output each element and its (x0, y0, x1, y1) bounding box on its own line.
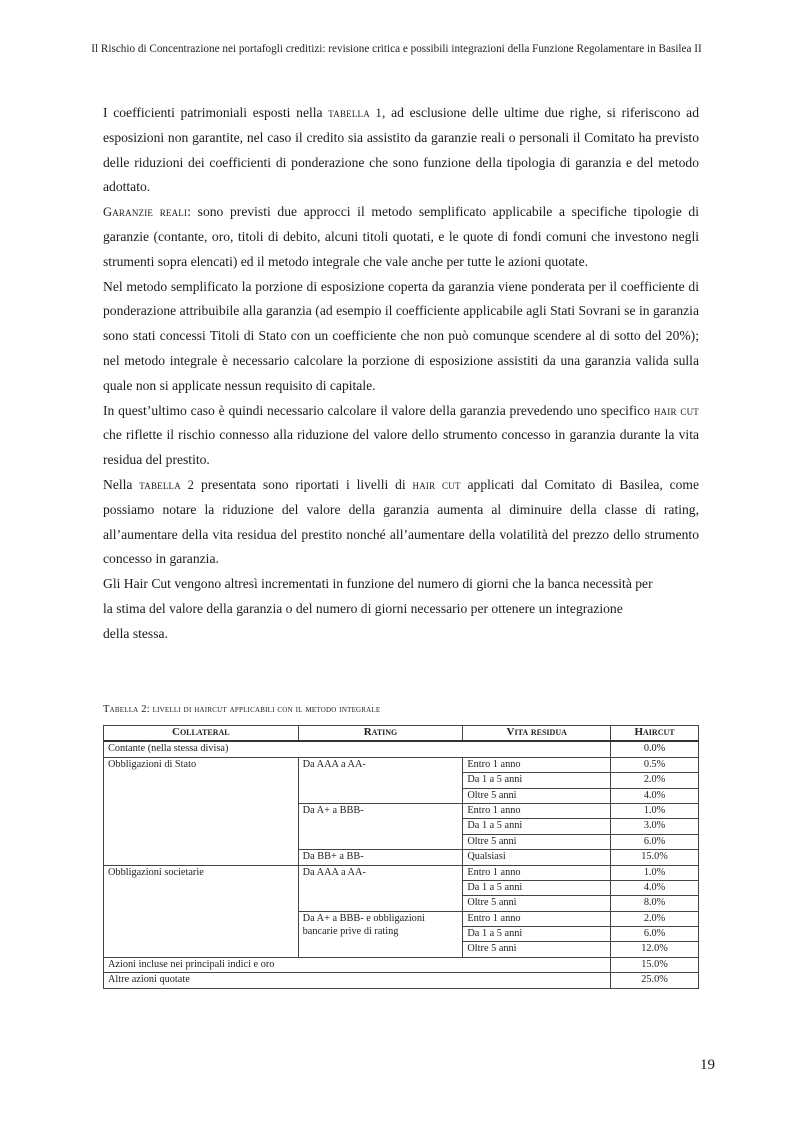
collateral-cell: Contante (nella stessa divisa) (104, 741, 611, 757)
term-label: hair cut (653, 403, 699, 418)
haircut-cell: 12.0% (611, 942, 699, 957)
table-row (104, 865, 699, 880)
haircut-cell: 15.0% (611, 850, 699, 865)
text-line: Gli Hair Cut vengono altresì incrementati in funzione del numero di giorni che la banca necessità per (103, 576, 653, 592)
haircut-cell: 2.0% (611, 911, 699, 926)
paragraph-6 (103, 572, 699, 646)
header-haircut: Haircut (611, 726, 699, 742)
haircut-cell: 0.5% (611, 757, 699, 772)
rating-cell: Da A+ a BBB- (298, 803, 463, 849)
text-run: : sono previsti due approcci il metodo semplificato applicabile a specifiche tipologie di garanzie (contante, oro, titoli di debito, alcuni titoli quotati, e le quote di fondi comuni che investono negli strumenti sopra elencati) ed il metodo integrale che vale anche per tutte le azioni quotate. (103, 204, 699, 269)
vita-cell: Oltre 5 anni (463, 834, 611, 849)
vita-cell: Oltre 5 anni (463, 788, 611, 803)
text-run: che riflette il rischio connesso alla riduzione del valore dello strumento concesso in garanzia durante la vita residua del prestito. (103, 427, 699, 468)
vita-cell: Da 1 a 5 anni (463, 773, 611, 788)
body-text (103, 101, 699, 647)
term-label: hair cut (412, 477, 461, 492)
paragraph-4 (103, 399, 699, 473)
haircut-cell: 2.0% (611, 773, 699, 788)
haircut-cell: 25.0% (611, 973, 699, 988)
paragraph-1 (103, 101, 699, 200)
header-vita-residua: Vita residua (463, 726, 611, 742)
text-run: I coefficienti patrimoniali esposti nella (103, 105, 329, 120)
haircut-table (103, 725, 699, 989)
text-run: presentata sono riportati i livelli di (194, 476, 413, 492)
text-run: Nella (103, 476, 140, 492)
vita-cell: Da 1 a 5 anni (463, 819, 611, 834)
header-rating: Rating (298, 726, 463, 742)
header-collateral: Collateral (104, 726, 299, 742)
rating-cell: Da AAA a AA- (298, 757, 463, 803)
paragraph-2 (103, 200, 699, 274)
paragraph-3: Nel metodo semplificato la porzione di esposizione coperta da garanzia viene ponderata per il coefficiente di ponderazione attribuibile alla garanzia (ad esempio il coefficiente applicabile agli Stati Sovrani se in garanzia sono stati concessi Titoli di Stato con un coefficiente che non può comunque scendere al di sotto del 20%); nel metodo integrale è necessario calcolare la porzione di esposizione assistiti da una garanzia valida sulla quale non si applicate nessun requisito di capitale. (103, 278, 699, 393)
rating-cell: Da AAA a AA- (298, 865, 463, 911)
table-caption: Tabella 2: livelli di haircut applicabili con il metodo integrale (103, 704, 381, 715)
vita-cell: Qualsiasi (463, 850, 611, 865)
running-header: Il Rischio di Concentrazione nei portafogli creditizi: revisione critica e possibili integrazioni della Funzione Regolamentare in Basilea II (91, 43, 702, 55)
vita-cell: Da 1 a 5 anni (463, 880, 611, 895)
text-run: In quest’ultimo caso è quindi necessario calcolare il valore della garanzia prevedendo uno specifico (103, 402, 654, 418)
vita-cell: Entro 1 anno (463, 803, 611, 818)
vita-cell: Entro 1 anno (463, 911, 611, 926)
text-line: la stima del valore della garanzia o del numero di giorni necessario per ottenere un integrazione (103, 600, 623, 616)
table-reference: tabella 1 (328, 106, 383, 120)
term-label: Garanzie reali (103, 205, 188, 220)
vita-cell: Oltre 5 anni (463, 942, 611, 957)
haircut-cell: 0.0% (611, 741, 699, 757)
haircut-cell: 6.0% (611, 927, 699, 942)
vita-cell: Entro 1 anno (463, 757, 611, 772)
vita-cell: Entro 1 anno (463, 865, 611, 880)
collateral-cell: Obbligazioni di Stato (104, 757, 299, 865)
text-run: , ad esclusione delle ultime due righe, si riferiscono ad esposizioni non garantite, nel caso il credito sia assistito da garanzie reali o personali il Comitato ha previsto delle riduzioni dei coefficienti di ponderazione che sono funzione della tipologia di garanzia e del metodo adottato. (103, 105, 699, 195)
table-header-row (104, 726, 699, 742)
rating-cell: Da BB+ a BB- (298, 850, 463, 865)
haircut-cell: 3.0% (611, 819, 699, 834)
haircut-cell: 1.0% (611, 803, 699, 818)
collateral-cell: Azioni incluse nei principali indici e oro (104, 957, 611, 972)
table-row (104, 973, 699, 988)
collateral-cell: Obbligazioni societarie (104, 865, 299, 957)
haircut-cell: 1.0% (611, 865, 699, 880)
table-row (104, 741, 699, 757)
rating-cell: Da A+ a BBB- e obbligazioni bancarie prive di rating (298, 911, 463, 957)
collateral-cell: Altre azioni quotate (104, 973, 611, 988)
vita-cell: Oltre 5 anni (463, 896, 611, 911)
table-reference: tabella 2 (139, 477, 195, 492)
text-run: applicati dal Comitato di Basilea, come possiamo notare la riduzione del valore della garanzia aumenta al diminuire della classe di rating, all’aumentare della vita residua del prestito nonché all’aumentare della volatilità del prezzo dello strumento concesso in garanzia. (103, 476, 700, 567)
table-row (104, 957, 699, 972)
paragraph-5 (103, 473, 699, 572)
haircut-cell: 4.0% (611, 788, 699, 803)
haircut-cell: 6.0% (611, 834, 699, 849)
text-line: della stessa. (103, 625, 168, 641)
page-number: 19 (700, 1057, 715, 1073)
table-row (104, 757, 699, 772)
haircut-cell: 4.0% (611, 880, 699, 895)
vita-cell: Da 1 a 5 anni (463, 927, 611, 942)
haircut-cell: 15.0% (611, 957, 699, 972)
haircut-cell: 8.0% (611, 896, 699, 911)
